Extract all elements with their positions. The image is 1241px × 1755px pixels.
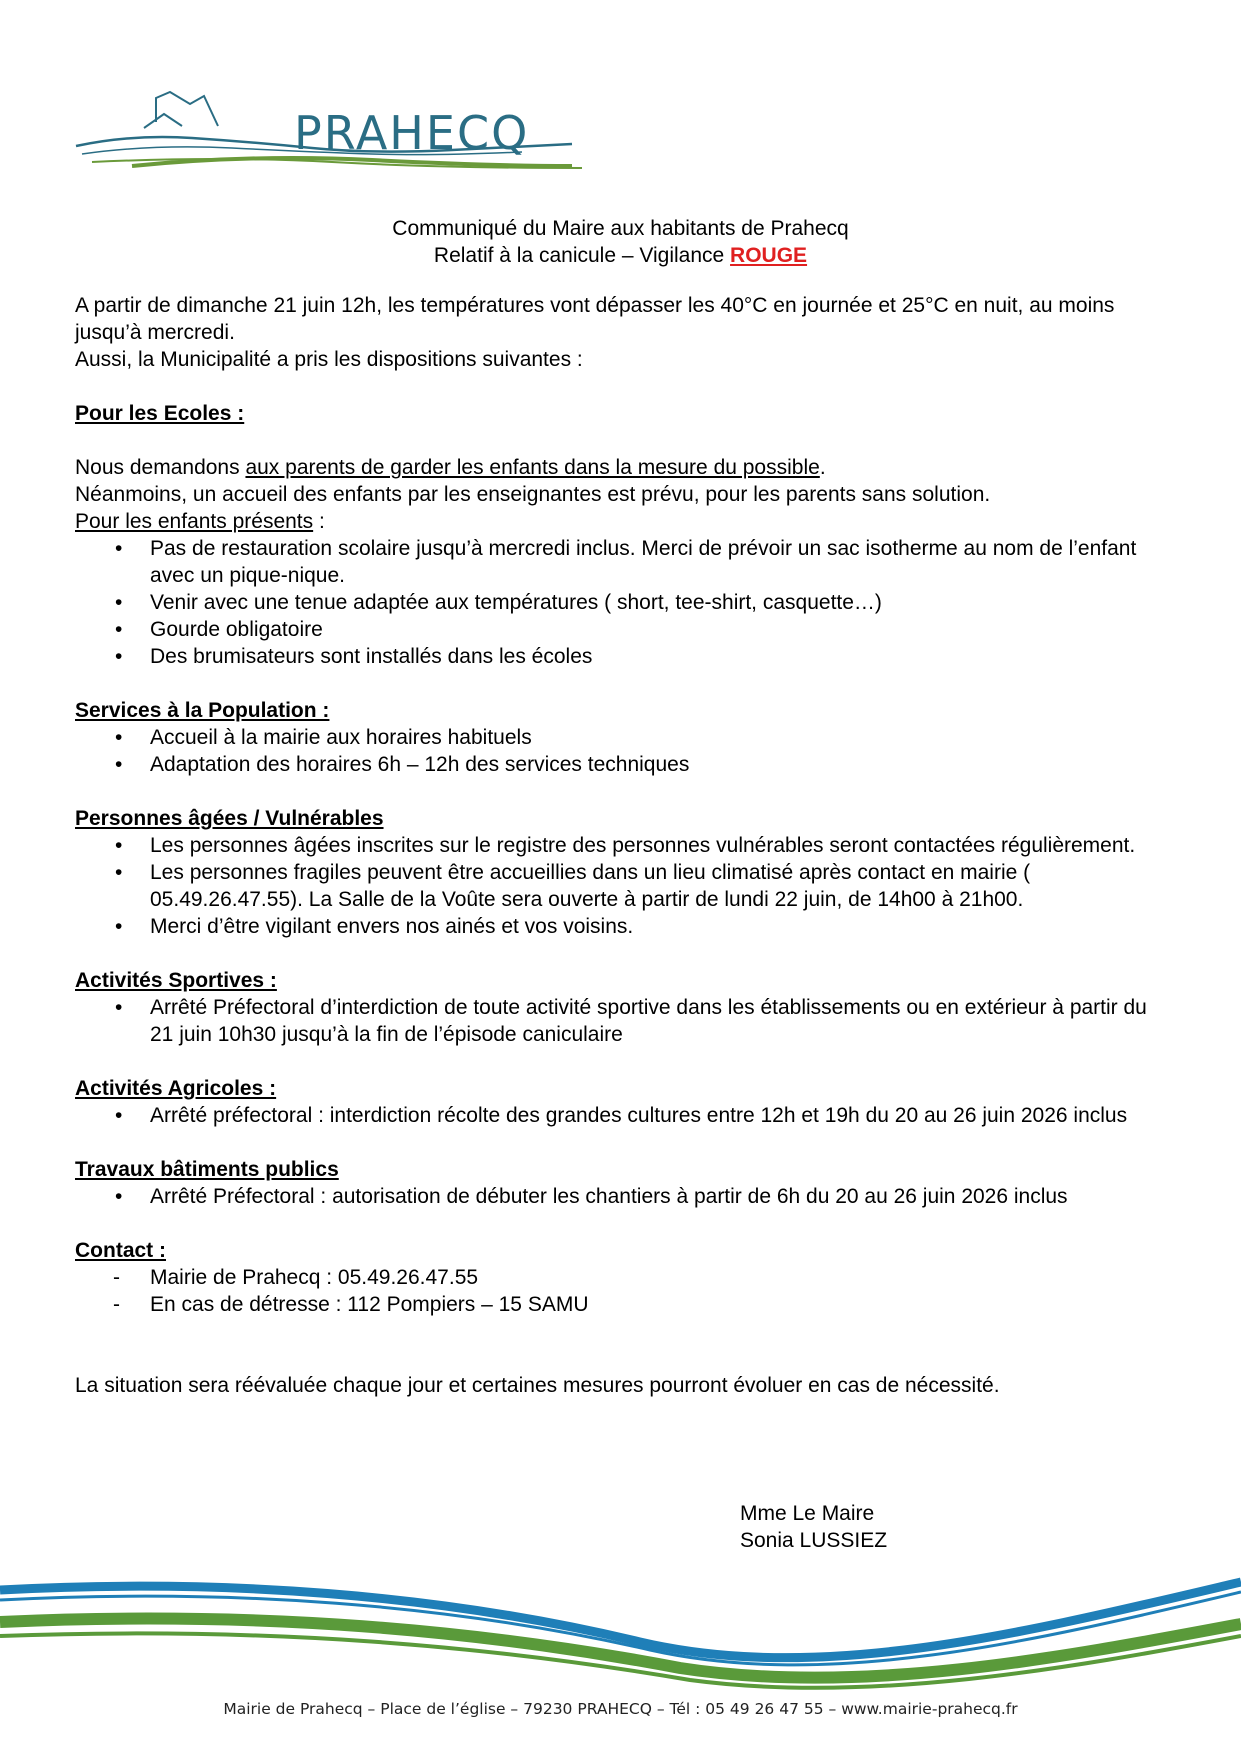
list-item: • Des brumisateurs sont installés dans les écoles [75, 643, 1165, 670]
list-item: - En cas de détresse : 112 Pompiers – 15 SAMU [75, 1291, 1165, 1318]
header-line-1: Communiqué du Maire aux habitants de Prahecq [392, 217, 849, 240]
ecoles-line-1-suffix: . [819, 456, 826, 479]
signature [740, 1500, 887, 1554]
list-item: • Venir avec une tenue adaptée aux températures ( short, tee-shirt, casquette…) [75, 589, 1165, 616]
closing-paragraph: La situation sera réévaluée chaque jour et certaines mesures pourront évoluer en cas de nécessité. [75, 1374, 1000, 1397]
list-item: • Arrêté Préfectoral : autorisation de débuter les chantiers à partir de 6h du 20 au 26 juin 2026 inclus [75, 1183, 1165, 1210]
list-item: • Gourde obligatoire [75, 616, 1165, 643]
signature-title: Mme Le Maire [740, 1502, 875, 1525]
vigilance-level: ROUGE [730, 244, 808, 267]
ecoles-line-1-prefix: Nous demandons [75, 456, 246, 479]
list-item: • Merci d’être vigilant envers nos ainés et vos voisins. [75, 913, 1165, 940]
agricoles-list [75, 1102, 1165, 1129]
list-item: • Pas de restauration scolaire jusqu’à mercredi inclus. Merci de prévoir un sac isotherme au nom de l’enfant avec un pique-nique. [75, 535, 1165, 589]
ecoles-line-2: Néanmoins, un accueil des enfants par les enseignantes est prévu, pour les parents sans solution. [75, 483, 991, 506]
list-item: • Adaptation des horaires 6h – 12h des services techniques [75, 751, 1165, 778]
prahecq-logo [72, 86, 592, 186]
list-item: • Accueil à la mairie aux horaires habituels [75, 724, 1165, 751]
wave-graphic [0, 1570, 1241, 1720]
section-title-services: Services à la Population : [75, 699, 330, 722]
services-list [75, 724, 1165, 778]
section-title-agricoles: Activités Agricoles : [75, 1077, 277, 1100]
logo-text: PRAHECQ [294, 106, 530, 160]
footer-contact-line: Mairie de Prahecq – Place de l’église – 79230 PRAHECQ – Tél : 05 49 26 47 55 – www.mairie-prahecq.fr [223, 1700, 1018, 1718]
section-title-ecoles: Pour les Ecoles : [75, 402, 245, 425]
intro-paragraph-2: Aussi, la Municipalité a pris les dispositions suivantes : [75, 348, 583, 371]
section-title-contact: Contact : [75, 1239, 166, 1262]
signature-name: Sonia LUSSIEZ [740, 1529, 888, 1552]
section-title-travaux: Travaux bâtiments publics [75, 1158, 339, 1181]
personnes-list [75, 832, 1165, 940]
sportives-list [75, 994, 1165, 1048]
ecoles-line-1 [75, 454, 1165, 481]
ecoles-line-3-suffix: : [313, 510, 325, 533]
intro-paragraph-1: A partir de dimanche 21 juin 12h, les températures vont dépasser les 40°C en journée et 25°C en nuit, au moins jusqu’à mercredi. [75, 294, 1115, 344]
list-item: • Les personnes fragiles peuvent être accueillies dans un lieu climatisé après contact en mairie ( 05.49.26.47.55). La Salle de la Voûte sera ouverte à partir de lundi 22 juin, de 14h00 à 21h00. [75, 859, 1165, 913]
footer-waves [0, 1570, 1241, 1720]
ecoles-line-1-emphasis: aux parents de garder les enfants dans la mesure du possible [245, 456, 820, 479]
ecoles-list [75, 535, 1165, 670]
ecoles-line-3 [75, 508, 1165, 535]
contact-list [75, 1264, 1165, 1318]
list-item: • Les personnes âgées inscrites sur le registre des personnes vulnérables seront contactées régulièrement. [75, 832, 1165, 859]
list-item: • Arrêté préfectoral : interdiction récolte des grandes cultures entre 12h et 19h du 20 au 26 juin 2026 inclus [75, 1102, 1165, 1129]
section-title-sportives: Activités Sportives : [75, 969, 277, 992]
communique-header [0, 215, 1241, 269]
header-line-2 [0, 242, 1241, 269]
list-item: - Mairie de Prahecq : 05.49.26.47.55 [75, 1264, 1165, 1291]
travaux-list [75, 1183, 1165, 1210]
communique-body [75, 292, 1165, 1399]
list-item: • Arrêté Préfectoral d’interdiction de toute activité sportive dans les établissements ou en extérieur à partir du 21 juin 10h30 jusqu’à la fin de l’épisode caniculaire [75, 994, 1165, 1048]
header-line-2-text: Relatif à la canicule – Vigilance [433, 244, 731, 267]
section-title-personnes: Personnes âgées / Vulnérables [75, 807, 384, 830]
ecoles-line-3-emphasis: Pour les enfants présents [75, 510, 314, 533]
